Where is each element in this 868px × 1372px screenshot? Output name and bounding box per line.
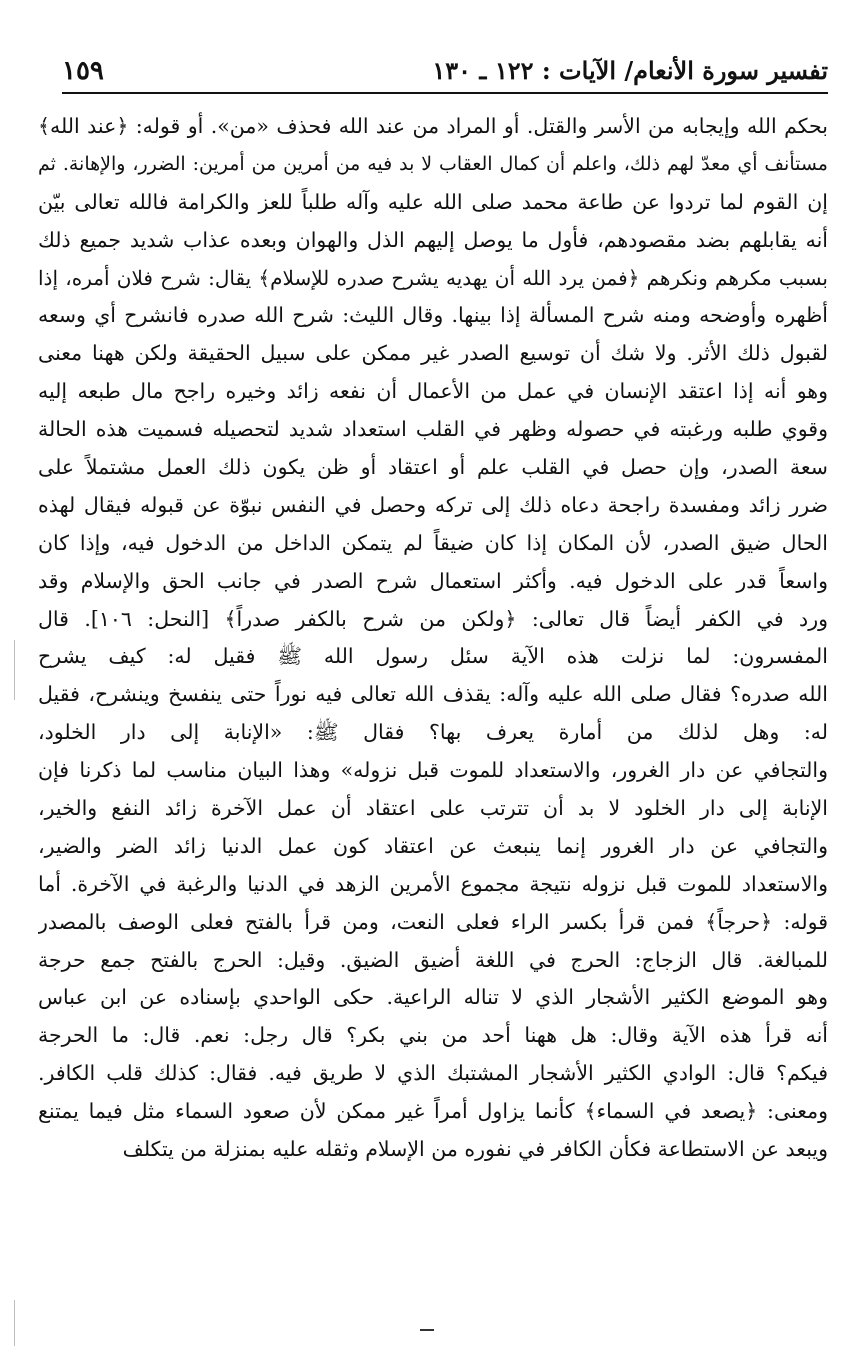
text-line: فيكم؟ قال: الوادي الكثير الأشجار المشتبك الذي لا طريق فيه. فقال: كذلك قلب الكافر. (38, 1061, 828, 1086)
text-line: بحكم الله وإيجابه من الأسر والقتل. أو المراد من عند الله فحذف «من». أو قوله: ﴿عند الله﴾ (38, 114, 828, 138)
text-line: الإنابة إلى دار الخلود لا بد أن تترتب على اعتقاد أن عمل الآخرة زائد النفع والخير، (38, 796, 828, 821)
page-number: ١٥٩ (62, 56, 104, 86)
scan-edge-mark (14, 640, 15, 700)
scan-edge-mark (14, 1300, 15, 1346)
text-line: سعة الصدر، وإن حصل في القلب علم أو اعتقاد أو ظن يكون ذلك العمل مشتملاً على (38, 455, 828, 480)
text-line: مستأنف أي معدّ لهم ذلك، واعلم أن كمال العقاب لا بد فيه من أمرين من أمرين: الضرر، والإهانة. ثم (38, 152, 828, 175)
text-line: ومعنى: ﴿يصعد في السماء﴾ كأنما يزاول أمراً غير ممكن لأن صعود السماء مثل فيما يمتنع (38, 1099, 828, 1124)
text-line: وهو أنه إذا اعتقد الإنسان في عمل من الأعمال أن نفعه زائد وخيره راجح مال طبعه إليه (38, 379, 828, 404)
text-line: وقوي طلبه ورغبته في حصوله وظهر في القلب استعداد شديد لتحصيله فسميت هذه الحالة (38, 417, 828, 442)
text-line: الحال ضيق الصدر، لأن المكان إذا كان ضيقاً لم يتمكن الداخل من الدخول فيه، وإذا كان (38, 530, 828, 555)
text-line: الله صدره؟ فقال صلى الله عليه وآله: يقذف الله تعالى فيه نوراً حتى ينفسخ وينشرح، فقيل (38, 682, 828, 707)
text-line: للمبالغة. قال الزجاج: الحرج في اللغة أضيق الضيق. وقيل: الحرج بالفتح جمع حرجة (38, 947, 828, 972)
text-line: أنه قرأ هذه الآية وقال: هل ههنا أحد من بني بكر؟ قال رجل: نعم. قال: ما الحرجة (38, 1023, 828, 1048)
text-line: لقبول ذلك الأثر. ولا شك أن توسيع الصدر غير ممكن على سبيل الحقيقة ولكن ههنا معنى (38, 341, 828, 366)
running-header (62, 52, 828, 94)
text-line: والاستعداد للموت قبل نزوله نتيجة مجموع الأمرين الزهد في الدنيا والرغبة في الآخرة. أما (38, 871, 828, 896)
header-title: تفسير سورة الأنعام/ الآيات : ١٢٢ ـ ١٣٠ (432, 56, 828, 85)
text-line: والتجافي عن دار الغرور إنما ينبعث عن اعتقاد كون عمل الدنيا زائد الضر والضير، (38, 833, 828, 858)
text-line: له: وهل لذلك من أمارة يعرف بها؟ فقال ﷺ: «الإنابة إلى دار الخلود، (38, 720, 828, 745)
text-line: إن القوم لما تردوا عن طاعة محمد صلى الله عليه وآله طلباً للعز والكرامة فالله تعالى بيّن (38, 189, 828, 214)
text-line: والتجافي عن دار الغرور، والاستعداد للموت قبل نزوله» وهذا البيان مناسب لما ذكرنا فإن (38, 758, 828, 783)
text-line: واسعاً قدر على الدخول فيه. وأكثر استعمال شرح الصدر في جانب الحق والإسلام وقد (38, 568, 828, 593)
text-line: ضرر زائد ومفسدة راجحة دعاه ذلك إلى تركه وحصل في النفس نبوّة عن قبوله فيقال لهذه (38, 492, 828, 517)
text-line: قوله: ﴿حرجاً﴾ فمن قرأ بكسر الراء فعلى النعت، ومن قرأ بالفتح فعلى الوصف بالمصدر (38, 909, 828, 934)
text-line: بسبب مكرهم ونكرهم ﴿فمن يرد الله أن يهديه يشرح صدره للإسلام﴾ يقال: شرح فلان أمره، إذا (38, 265, 828, 290)
text-line: ورد في الكفر أيضاً قال تعالى: ﴿ولكن من شرح بالكفر صدراً﴾ [النحل: ١٠٦]. قال (38, 606, 828, 631)
text-line: أظهره وأوضحه ومنه شرح المسألة إذا بينها. وقال الليث: شرح الله صدره فانشرح أي وسعه (38, 303, 828, 328)
body-text (38, 108, 828, 1169)
footer-dash (420, 1329, 434, 1331)
text-line: المفسرون: لما نزلت هذه الآية سئل رسول الله ﷺ فقيل له: كيف يشرح (38, 644, 828, 669)
text-line: وهو الموضع الكثير الأشجار الذي لا تناله الراعية. حكى الواحدي بإسناده عن ابن عباس (38, 985, 828, 1010)
text-line: ويبعد عن الاستطاعة فكأن الكافر في نفوره من الإسلام وثقله عليه بمنزلة من يتكلف (122, 1137, 828, 1162)
text-line: أنه يقابلهم بضد مقصودهم، فأول ما يوصل إليهم الذل والهوان وبعده عذاب شديد جميع ذلك (38, 227, 828, 252)
